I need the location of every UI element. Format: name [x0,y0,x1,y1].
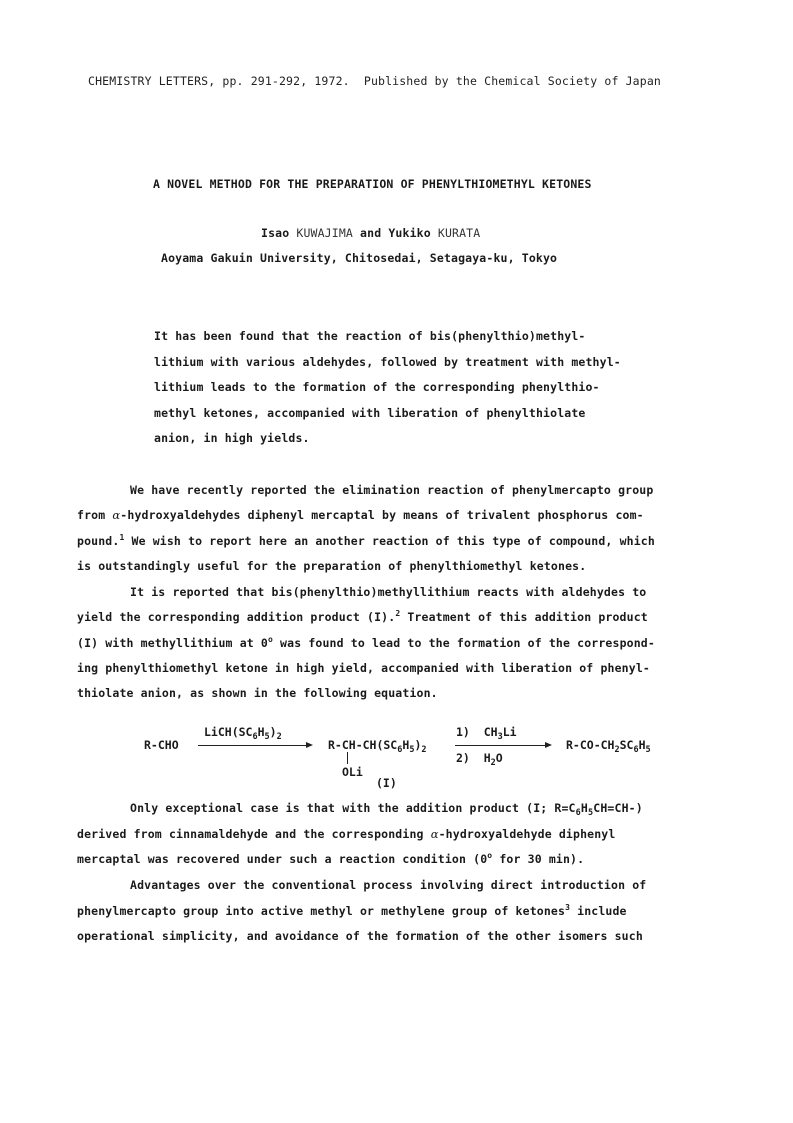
subscript: 5 [264,732,270,742]
degree-sign: o [268,635,273,644]
text-fragment: yield the corresponding addition product (I). [77,610,396,624]
authors [261,226,480,240]
step-number: 2) [456,751,470,765]
journal-header: CHEMISTRY LETTERS, pp. 291-292, 1972. Published by the Chemical Society of Japan [88,74,661,88]
formula-part: H [638,738,646,752]
formula-part: ) [269,725,277,739]
text-fragment: include [570,904,627,918]
reference-marker: 3 [565,903,571,912]
abstract-line: lithium leads to the formation of the corresponding phenylthio- [154,380,600,394]
author-family: KUWAJIMA [296,226,353,240]
formula-part: CH [483,725,498,739]
formula-part: SC [619,738,634,752]
subscript: 2 [276,732,282,742]
text-fragment: We wish to report here an another reaction of this type of compound, which [124,534,655,548]
body-line [130,801,643,818]
text-fragment: pound. [77,534,120,548]
text-fragment: phenylmercapto group into active methyl or methylene group of ketones [77,904,566,918]
subscript: 3 [497,732,503,742]
subscript: 5 [588,808,594,818]
formula-part: Li [502,725,517,739]
text-fragment: from [77,508,113,522]
step-2 [456,751,503,768]
subscript: 6 [575,808,581,818]
text-fragment: (I) with methyllithium at 0 [77,636,268,650]
subscript: 6 [252,732,258,742]
formula-part: O [495,751,503,765]
formula-part: R-CO-CH [566,738,615,752]
author-family: KURATA [437,226,481,240]
step-1 [456,725,517,742]
degree-sign: o [487,851,493,860]
body-line: Advantages over the conventional process involving direct introduction of [130,878,647,892]
text-fragment: Treatment of this addition product [400,610,648,624]
alpha-symbol: α [112,508,121,522]
formula-part: LiCH(SC [204,725,253,739]
abstract-line: It has been found that the reaction of bis(phenylthio)methyl- [154,329,586,343]
paper-title: A NOVEL METHOD FOR THE PREPARATION OF PHENYLTHIOMETHYL KETONES [153,177,592,191]
author-and: and [360,226,382,240]
body-line: ing phenylthiomethyl ketone in high yield, accompanied with liberation of phenyl- [77,661,650,675]
body-line [77,904,627,918]
author-given: Yukiko [388,226,431,240]
reference-marker: 2 [395,609,401,618]
text-fragment: derived from cinnamaldehyde and the corresponding [77,827,431,841]
body-line [77,636,655,650]
arrowhead-icon [545,742,552,748]
formula-part: R-CH-CH(SC [328,738,398,752]
text-fragment: was found to lead to the formation of the correspond- [272,636,655,650]
abstract-line: methyl ketones, accompanied with liberation of phenylthiolate [154,406,586,420]
bond-line [347,752,348,764]
subscript: 2 [614,745,620,755]
subscript: 5 [409,745,415,755]
body-line [77,827,615,841]
text-fragment: for 30 min). [492,852,585,866]
body-line [77,508,644,522]
reagent-1 [204,725,282,742]
formula-part: H [402,738,410,752]
body-line: operational simplicity, and avoidance of the formation of the other isomers such [77,929,643,943]
body-line: It is reported that bis(phenylthio)methyllithium reacts with aldehydes to [130,585,647,599]
body-line [77,852,584,866]
text-fragment: -hydroxyaldehydes diphenyl mercaptal by means of trivalent phosphorus com- [120,508,644,522]
author-given: Isao [261,226,290,240]
subscript: 6 [633,745,639,755]
intermediate [328,738,427,755]
subscript: 2 [421,745,427,755]
text-fragment: CH=CH-) [593,801,643,815]
arrowhead-icon [306,742,313,748]
abstract-line: lithium with various aldehydes, followed by treatment with methyl- [154,355,621,369]
reaction-arrow-1 [198,745,306,746]
formula-part: ) [414,738,422,752]
body-line [77,534,655,548]
text-fragment: H [580,801,588,815]
compound-label: (I) [376,776,397,790]
reaction-arrow-2 [455,745,545,746]
formula-part: H [257,725,265,739]
alpha-symbol: α [430,827,439,841]
body-line: is outstandingly useful for the preparation of phenylthiomethyl ketones. [77,559,587,573]
formula-part: H [483,751,491,765]
step-number: 1) [456,725,470,739]
subscript: 6 [397,745,403,755]
subscript: 2 [490,758,496,768]
abstract-line: anion, in high yields. [154,431,310,445]
subscript: 5 [645,745,651,755]
body-line: thiolate anion, as shown in the following equation. [77,686,438,700]
product [566,738,651,755]
text-fragment: Only exceptional case is that with the addition product (I; R=C [130,801,576,815]
body-line: We have recently reported the elimination reaction of phenylmercapto group [130,483,654,497]
body-line [77,610,648,624]
text-fragment: mercaptal was recovered under such a reaction condition (0 [77,852,488,866]
oli-group: OLi [342,765,363,779]
text-fragment: -hydroxyaldehyde diphenyl [438,827,616,841]
reactant: R-CHO [144,738,179,752]
reference-marker: 1 [119,533,125,542]
affiliation: Aoyama Gakuin University, Chitosedai, Setagaya-ku, Tokyo [161,251,558,265]
